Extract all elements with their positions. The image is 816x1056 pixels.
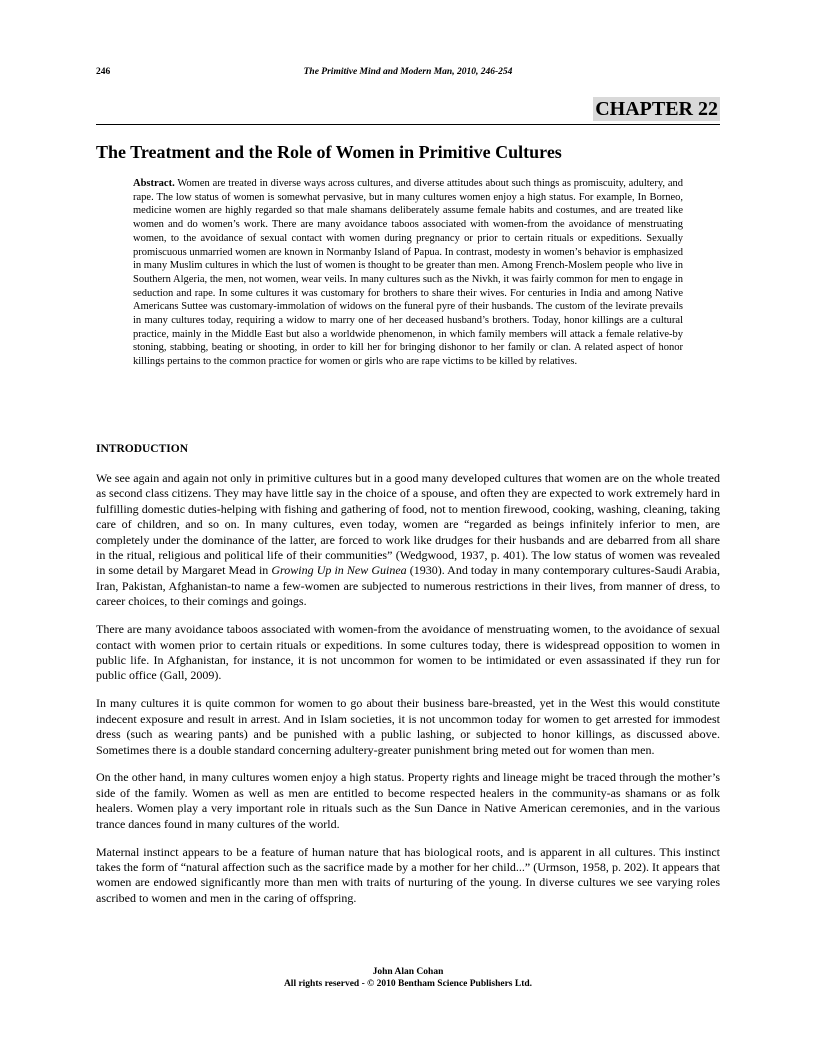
paragraph-5: Maternal instinct appears to be a feature of human nature that has biological roots, and is apparent in all cultures. This instinct takes the form of “natural affection such as the sacrifice made by a mother for her child...” (Urmson, 1958, p. 202). It appears that women are endowed significantly more than men with traits of nurturing of the young. In diverse cultures we see varying roles ascribed to women and men in the caring of offspring.: [96, 844, 720, 905]
article-title: The Treatment and the Role of Women in Primitive Cultures: [96, 142, 562, 162]
paragraph-1-part-2: (1930). And today in many contemporary cultures-Saudi Arabia, Iran, Pakistan, Afghanistan-to name a few-women are subjected to numerous restrictions in their lives, from manner of dress, to career choices, to their comings and goings.: [96, 563, 720, 609]
body-text: [96, 471, 720, 919]
section-heading-introduction: INTRODUCTION: [96, 443, 189, 455]
paragraph-1-part-1: We see again and again not only in primitive cultures but in a good many developed cultures that women are on the whole treated as second class citizens. They may have little say in the choice of a spouse, and often they are expected to work extremely hard in fulfilling domestic duties-helping with fishing and gathering of food, not to mention firewood, cooking, washing, cleaning, taking care of children, and so on. In many cultures, even today, women are “regarded as beings infinitely inferior to men, are completely under the dominance of the latter, are forced to work like drudges for their husbands and are debarred from all share in the ritual, religious and political life of their communities” (Wedgwood, 1937, p. 401). The low status of women was revealed in some detail by Margaret Mead in: [96, 471, 720, 578]
footer-author: John Alan Cohan: [372, 967, 444, 977]
footer-copyright: All rights reserved - © 2010 Bentham Science Publishers Ltd.: [283, 979, 533, 989]
paragraph-2: There are many avoidance taboos associated with women-from the avoidance of menstruating women, to the avoidance of sexual contact with women prior to certain rituals or expeditions. In some cultures today, there is widespread opposition to women in public life. In Afghanistan, for instance, it is not uncommon for women to be intimidated or even assassinated if they run for public office (Gall, 2009).: [96, 622, 720, 683]
paragraph-4: On the other hand, in many cultures women enjoy a high status. Property rights and lineage might be traced through the mother’s side of the family. Women as well as men are entitled to become respected healers in the community-as shamans or as folk healers. Women play a very important role in rituals such as the Sun Dance in Native American ceremonies, and in the various trance dances found in many cultures of the world.: [96, 770, 720, 831]
chapter-label: CHAPTER 22: [595, 98, 718, 120]
paragraph-1: [96, 471, 720, 610]
page-number: 246: [96, 67, 111, 77]
running-head: [96, 67, 720, 81]
journal-citation: The Primitive Mind and Modern Man, 2010, 246-254: [303, 67, 513, 77]
abstract: [133, 177, 683, 369]
abstract-label: Abstract.: [133, 178, 175, 189]
paragraph-3: In many cultures it is quite common for women to go about their business bare-breasted, yet in the West this would constitute indecent exposure and result in arrest. And in Islam societies, it is not uncommon today for women to get arrested for immodest dress (such as wearing pants) and be punished with a public lashing, or subjected to honor killings, as discussed above. Sometimes there is a double standard concerning adultery-greater punishment bring meted out for women than men.: [96, 696, 720, 757]
abstract-text: Women are treated in diverse ways across cultures, and diverse attitudes about such things as promiscuity, adultery, and rape. The low status of women is somewhat pervasive, but in many cultures women enjoy a high status. For example, In Borneo, medicine women are highly regarded so that male shamans deliberately assume female habits and costumes, and are treated like women and do women’s work. There are many avoidance taboos associated with women-from the avoidance of menstruating women, to the avoidance of sexual contact with women during pregnancy or prior to certain rituals or expeditions. Sexually promiscuous unmarried women are known in Normanby Island of Papua. In contrast, modesty in women’s behavior is emphasized in many Muslim cultures in which the lust of women is thought to be greater than men. Among French-Moslem people who live in Southern Algeria, the men, not women, wear veils. In many cultures such as the Nivkh, it was fairly common for men to engage in seduction and rape. In some cultures it was customary for brothers to share their wives. For centuries in India and among Native Americans Suttee was customary-immolation of widows on the funeral pyre of their husbands. The custom of the levirate prevails in many cultures today, requiring a widow to marry one of her deceased husband’s brothers. Today, honor killings are a cultural practice, mainly in the Middle East but also a worldwide phenomenon, in which family members will attack a female relative-by stoning, stabbing, beating or shooting, in order to kill her for bringing dishonor to her family or clan. A related aspect of honor killings pertains to the common practice for women or girls who are rape victims to be killed by relatives.: [133, 178, 683, 368]
header-divider: [96, 124, 720, 125]
cited-book-title: Growing Up in New Guinea: [271, 563, 407, 578]
page-footer: [96, 966, 720, 990]
